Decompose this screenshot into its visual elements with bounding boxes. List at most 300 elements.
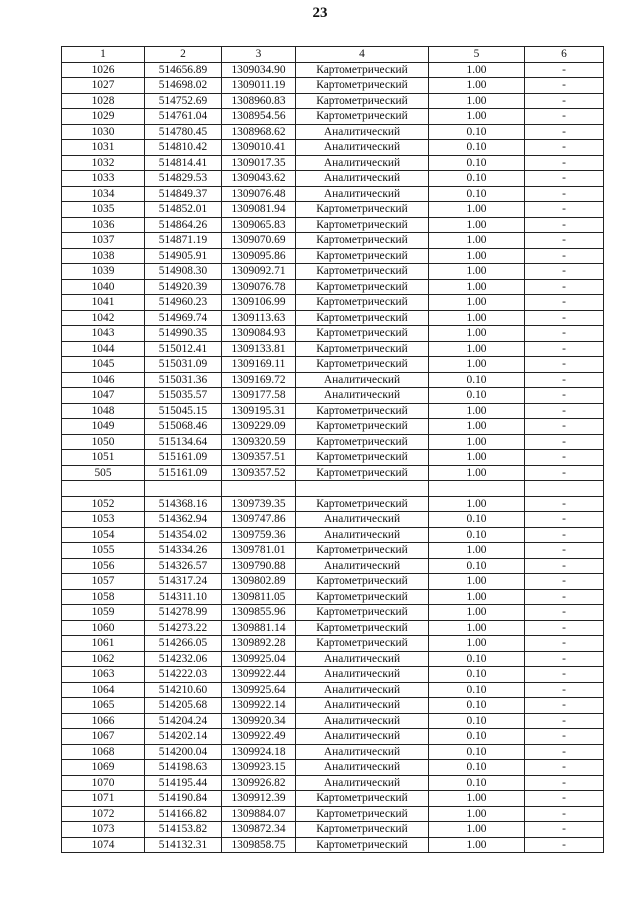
x-coordinate-cell: 514752.69	[145, 93, 222, 109]
note-cell: -	[525, 124, 604, 140]
note-cell	[525, 481, 604, 497]
method-cell: Аналитический	[296, 558, 429, 574]
note-cell: -	[525, 512, 604, 528]
table-row	[62, 403, 604, 419]
accuracy-cell: 1.00	[429, 264, 525, 280]
table-row	[62, 760, 604, 776]
method-cell: Аналитический	[296, 760, 429, 776]
x-coordinate-cell: 514905.91	[145, 248, 222, 264]
accuracy-cell: 1.00	[429, 450, 525, 466]
y-coordinate-cell: 1309113.63	[222, 310, 296, 326]
table-row	[62, 279, 604, 295]
method-cell: Картометрический	[296, 496, 429, 512]
y-coordinate-cell: 1309925.64	[222, 682, 296, 698]
note-cell: -	[525, 574, 604, 590]
accuracy-cell: 1.00	[429, 620, 525, 636]
point-number-cell: 1069	[62, 760, 145, 776]
accuracy-cell: 0.10	[429, 388, 525, 404]
table-row	[62, 527, 604, 543]
x-coordinate-cell: 514326.57	[145, 558, 222, 574]
point-number-cell: 1071	[62, 791, 145, 807]
note-cell: -	[525, 496, 604, 512]
y-coordinate-cell: 1309811.05	[222, 589, 296, 605]
y-coordinate-cell: 1309739.35	[222, 496, 296, 512]
x-coordinate-cell: 514278.99	[145, 605, 222, 621]
point-number-cell: 1061	[62, 636, 145, 652]
accuracy-cell: 1.00	[429, 605, 525, 621]
x-coordinate-cell: 514222.03	[145, 667, 222, 683]
x-coordinate-cell: 514132.31	[145, 837, 222, 853]
table-row	[62, 605, 604, 621]
point-number-cell: 1049	[62, 419, 145, 435]
x-coordinate-cell: 514780.45	[145, 124, 222, 140]
x-coordinate-cell: 514166.82	[145, 806, 222, 822]
method-cell: Аналитический	[296, 713, 429, 729]
note-cell: -	[525, 667, 604, 683]
note-cell: -	[525, 372, 604, 388]
note-cell: -	[525, 93, 604, 109]
table-row	[62, 388, 604, 404]
x-coordinate-cell: 514205.68	[145, 698, 222, 714]
method-cell: Аналитический	[296, 729, 429, 745]
x-coordinate-cell: 515068.46	[145, 419, 222, 435]
y-coordinate-cell: 1309095.86	[222, 248, 296, 264]
method-cell: Картометрический	[296, 310, 429, 326]
y-coordinate-cell: 1309320.59	[222, 434, 296, 450]
method-cell: Картометрический	[296, 248, 429, 264]
x-coordinate-cell: 514273.22	[145, 620, 222, 636]
accuracy-cell: 0.10	[429, 512, 525, 528]
point-number-cell: 1030	[62, 124, 145, 140]
x-coordinate-cell: 514200.04	[145, 744, 222, 760]
accuracy-cell: 1.00	[429, 93, 525, 109]
note-cell: -	[525, 465, 604, 481]
note-cell: -	[525, 620, 604, 636]
note-cell: -	[525, 837, 604, 853]
point-number-cell: 1038	[62, 248, 145, 264]
y-coordinate-cell: 1309926.82	[222, 775, 296, 791]
table-row	[62, 636, 604, 652]
table-row	[62, 326, 604, 342]
y-coordinate-cell: 1309011.19	[222, 78, 296, 94]
y-coordinate-cell: 1309922.49	[222, 729, 296, 745]
point-number-cell: 1035	[62, 202, 145, 218]
accuracy-cell: 1.00	[429, 326, 525, 342]
note-cell: -	[525, 295, 604, 311]
note-cell: -	[525, 589, 604, 605]
table-row	[62, 186, 604, 202]
y-coordinate-cell: 1309858.75	[222, 837, 296, 853]
table-row	[62, 202, 604, 218]
note-cell: -	[525, 326, 604, 342]
method-cell: Картометрический	[296, 620, 429, 636]
note-cell: -	[525, 729, 604, 745]
note-cell: -	[525, 744, 604, 760]
method-cell: Аналитический	[296, 682, 429, 698]
x-coordinate-cell: 515045.15	[145, 403, 222, 419]
note-cell: -	[525, 419, 604, 435]
table-row	[62, 744, 604, 760]
point-number-cell: 1028	[62, 93, 145, 109]
coordinates-table	[61, 46, 604, 853]
table-row	[62, 233, 604, 249]
table-row	[62, 434, 604, 450]
table-row	[62, 465, 604, 481]
point-number-cell: 1052	[62, 496, 145, 512]
x-coordinate-cell: 514698.02	[145, 78, 222, 94]
method-cell: Картометрический	[296, 589, 429, 605]
method-cell: Аналитический	[296, 651, 429, 667]
x-coordinate-cell: 514960.23	[145, 295, 222, 311]
point-number-cell: 1070	[62, 775, 145, 791]
header-row	[62, 47, 604, 63]
y-coordinate-cell: 1309034.90	[222, 62, 296, 78]
method-cell: Картометрический	[296, 450, 429, 466]
point-number-cell: 1042	[62, 310, 145, 326]
table-row	[62, 62, 604, 78]
y-coordinate-cell: 1309076.78	[222, 279, 296, 295]
method-cell: Картометрический	[296, 341, 429, 357]
table-body	[62, 62, 604, 853]
y-coordinate-cell: 1309081.94	[222, 202, 296, 218]
accuracy-cell	[429, 481, 525, 497]
point-number-cell: 1031	[62, 140, 145, 156]
method-cell: Аналитический	[296, 512, 429, 528]
accuracy-cell: 1.00	[429, 62, 525, 78]
accuracy-cell: 1.00	[429, 419, 525, 435]
method-cell: Картометрический	[296, 357, 429, 373]
y-coordinate-cell: 1309925.04	[222, 651, 296, 667]
point-number-cell: 505	[62, 465, 145, 481]
point-number-cell: 1051	[62, 450, 145, 466]
x-coordinate-cell: 514656.89	[145, 62, 222, 78]
method-cell: Аналитический	[296, 388, 429, 404]
y-coordinate-cell: 1309922.14	[222, 698, 296, 714]
table-row	[62, 822, 604, 838]
y-coordinate-cell: 1308960.83	[222, 93, 296, 109]
accuracy-cell: 1.00	[429, 465, 525, 481]
table-row	[62, 341, 604, 357]
accuracy-cell: 1.00	[429, 310, 525, 326]
note-cell: -	[525, 713, 604, 729]
method-cell: Картометрический	[296, 837, 429, 853]
note-cell: -	[525, 78, 604, 94]
method-cell: Аналитический	[296, 186, 429, 202]
method-cell: Картометрический	[296, 434, 429, 450]
accuracy-cell: 0.10	[429, 558, 525, 574]
accuracy-cell: 1.00	[429, 543, 525, 559]
accuracy-cell: 1.00	[429, 109, 525, 125]
method-cell: Картометрический	[296, 822, 429, 838]
method-cell: Картометрический	[296, 279, 429, 295]
point-number-cell: 1044	[62, 341, 145, 357]
method-cell: Аналитический	[296, 527, 429, 543]
accuracy-cell: 0.10	[429, 124, 525, 140]
point-number-cell: 1053	[62, 512, 145, 528]
method-cell: Картометрический	[296, 543, 429, 559]
y-coordinate-cell: 1309065.83	[222, 217, 296, 233]
note-cell: -	[525, 248, 604, 264]
y-coordinate-cell: 1309076.48	[222, 186, 296, 202]
accuracy-cell: 1.00	[429, 202, 525, 218]
point-number-cell: 1041	[62, 295, 145, 311]
x-coordinate-cell: 514317.24	[145, 574, 222, 590]
table-row	[62, 651, 604, 667]
method-cell: Картометрический	[296, 202, 429, 218]
x-coordinate-cell: 514210.60	[145, 682, 222, 698]
point-number-cell: 1067	[62, 729, 145, 745]
y-coordinate-cell: 1309195.31	[222, 403, 296, 419]
y-coordinate-cell: 1308954.56	[222, 109, 296, 125]
table-row	[62, 264, 604, 280]
y-coordinate-cell: 1309922.44	[222, 667, 296, 683]
x-coordinate-cell	[145, 481, 222, 497]
y-coordinate-cell: 1309070.69	[222, 233, 296, 249]
accuracy-cell: 1.00	[429, 822, 525, 838]
x-coordinate-cell: 515035.57	[145, 388, 222, 404]
point-number-cell: 1045	[62, 357, 145, 373]
table-row	[62, 171, 604, 187]
x-coordinate-cell: 515161.09	[145, 465, 222, 481]
note-cell: -	[525, 171, 604, 187]
point-number-cell: 1033	[62, 171, 145, 187]
y-coordinate-cell: 1309177.58	[222, 388, 296, 404]
method-cell: Аналитический	[296, 372, 429, 388]
y-coordinate-cell: 1309790.88	[222, 558, 296, 574]
method-cell: Картометрический	[296, 62, 429, 78]
x-coordinate-cell: 514810.42	[145, 140, 222, 156]
point-number-cell: 1047	[62, 388, 145, 404]
y-coordinate-cell: 1309357.52	[222, 465, 296, 481]
y-coordinate-cell: 1309010.41	[222, 140, 296, 156]
accuracy-cell: 1.00	[429, 636, 525, 652]
x-coordinate-cell: 514311.10	[145, 589, 222, 605]
accuracy-cell: 1.00	[429, 837, 525, 853]
table-row	[62, 109, 604, 125]
x-coordinate-cell: 515134.64	[145, 434, 222, 450]
point-number-cell: 1039	[62, 264, 145, 280]
point-number-cell: 1026	[62, 62, 145, 78]
y-coordinate-cell: 1309043.62	[222, 171, 296, 187]
y-coordinate-cell: 1309747.86	[222, 512, 296, 528]
note-cell: -	[525, 775, 604, 791]
method-cell: Картометрический	[296, 636, 429, 652]
accuracy-cell: 0.10	[429, 775, 525, 791]
point-number-cell: 1040	[62, 279, 145, 295]
table-row	[62, 217, 604, 233]
point-number-cell: 1037	[62, 233, 145, 249]
table-row	[62, 357, 604, 373]
x-coordinate-cell: 514190.84	[145, 791, 222, 807]
point-number-cell: 1034	[62, 186, 145, 202]
point-number-cell: 1063	[62, 667, 145, 683]
accuracy-cell: 0.10	[429, 527, 525, 543]
y-coordinate-cell: 1309169.72	[222, 372, 296, 388]
table-row	[62, 698, 604, 714]
note-cell: -	[525, 62, 604, 78]
note-cell: -	[525, 651, 604, 667]
y-coordinate-cell: 1309017.35	[222, 155, 296, 171]
table-row	[62, 775, 604, 791]
table-row	[62, 248, 604, 264]
accuracy-cell: 1.00	[429, 217, 525, 233]
accuracy-cell: 1.00	[429, 589, 525, 605]
table-row	[62, 140, 604, 156]
point-number-cell: 1058	[62, 589, 145, 605]
method-cell: Картометрический	[296, 217, 429, 233]
accuracy-cell: 0.10	[429, 140, 525, 156]
y-coordinate-cell: 1309106.99	[222, 295, 296, 311]
note-cell: -	[525, 109, 604, 125]
x-coordinate-cell: 514990.35	[145, 326, 222, 342]
accuracy-cell: 0.10	[429, 760, 525, 776]
method-cell: Картометрический	[296, 419, 429, 435]
y-coordinate-cell: 1309912.39	[222, 791, 296, 807]
note-cell: -	[525, 605, 604, 621]
y-coordinate-cell: 1309229.09	[222, 419, 296, 435]
column-header: 2	[145, 47, 222, 63]
accuracy-cell: 1.00	[429, 806, 525, 822]
accuracy-cell: 1.00	[429, 341, 525, 357]
note-cell: -	[525, 233, 604, 249]
x-coordinate-cell: 514334.26	[145, 543, 222, 559]
point-number-cell: 1066	[62, 713, 145, 729]
column-header: 4	[296, 47, 429, 63]
point-number-cell: 1057	[62, 574, 145, 590]
accuracy-cell: 1.00	[429, 403, 525, 419]
point-number-cell: 1036	[62, 217, 145, 233]
method-cell: Аналитический	[296, 744, 429, 760]
point-number-cell: 1072	[62, 806, 145, 822]
y-coordinate-cell: 1309133.81	[222, 341, 296, 357]
method-cell: Аналитический	[296, 667, 429, 683]
point-number-cell: 1027	[62, 78, 145, 94]
y-coordinate-cell: 1309802.89	[222, 574, 296, 590]
x-coordinate-cell: 515031.09	[145, 357, 222, 373]
note-cell: -	[525, 310, 604, 326]
accuracy-cell: 0.10	[429, 682, 525, 698]
method-cell: Картометрический	[296, 78, 429, 94]
table-row	[62, 574, 604, 590]
x-coordinate-cell: 514204.24	[145, 713, 222, 729]
accuracy-cell: 1.00	[429, 295, 525, 311]
point-number-cell: 1029	[62, 109, 145, 125]
point-number-cell: 1054	[62, 527, 145, 543]
x-coordinate-cell: 514153.82	[145, 822, 222, 838]
point-number-cell: 1048	[62, 403, 145, 419]
x-coordinate-cell: 514368.16	[145, 496, 222, 512]
method-cell: Картометрический	[296, 465, 429, 481]
note-cell: -	[525, 543, 604, 559]
table-row	[62, 806, 604, 822]
note-cell: -	[525, 357, 604, 373]
note-cell: -	[525, 760, 604, 776]
note-cell: -	[525, 636, 604, 652]
method-cell: Картометрический	[296, 109, 429, 125]
table-row	[62, 713, 604, 729]
note-cell: -	[525, 388, 604, 404]
table-row	[62, 589, 604, 605]
table-row	[62, 450, 604, 466]
table-row	[62, 372, 604, 388]
point-number-cell: 1065	[62, 698, 145, 714]
note-cell: -	[525, 806, 604, 822]
column-header: 6	[525, 47, 604, 63]
note-cell: -	[525, 791, 604, 807]
method-cell: Картометрический	[296, 93, 429, 109]
method-cell: Аналитический	[296, 171, 429, 187]
y-coordinate-cell: 1309092.71	[222, 264, 296, 280]
y-coordinate-cell: 1309884.07	[222, 806, 296, 822]
point-number-cell: 1046	[62, 372, 145, 388]
accuracy-cell: 1.00	[429, 248, 525, 264]
table-row	[62, 310, 604, 326]
accuracy-cell: 0.10	[429, 372, 525, 388]
accuracy-cell: 0.10	[429, 186, 525, 202]
x-coordinate-cell: 514202.14	[145, 729, 222, 745]
note-cell: -	[525, 403, 604, 419]
method-cell: Картометрический	[296, 403, 429, 419]
y-coordinate-cell: 1309924.18	[222, 744, 296, 760]
table-row	[62, 667, 604, 683]
table-row	[62, 543, 604, 559]
table-row	[62, 481, 604, 497]
point-number-cell: 1043	[62, 326, 145, 342]
table-row	[62, 124, 604, 140]
table-row	[62, 837, 604, 853]
y-coordinate-cell: 1309759.36	[222, 527, 296, 543]
x-coordinate-cell: 514362.94	[145, 512, 222, 528]
y-coordinate-cell: 1309855.96	[222, 605, 296, 621]
x-coordinate-cell: 514761.04	[145, 109, 222, 125]
note-cell: -	[525, 822, 604, 838]
accuracy-cell: 0.10	[429, 729, 525, 745]
table-row	[62, 729, 604, 745]
y-coordinate-cell: 1309781.01	[222, 543, 296, 559]
method-cell: Аналитический	[296, 140, 429, 156]
method-cell: Картометрический	[296, 326, 429, 342]
y-coordinate-cell: 1309169.11	[222, 357, 296, 373]
point-number-cell: 1055	[62, 543, 145, 559]
column-header: 5	[429, 47, 525, 63]
note-cell: -	[525, 279, 604, 295]
point-number-cell: 1068	[62, 744, 145, 760]
method-cell: Картометрический	[296, 295, 429, 311]
method-cell: Картометрический	[296, 806, 429, 822]
note-cell: -	[525, 558, 604, 574]
method-cell: Аналитический	[296, 698, 429, 714]
note-cell: -	[525, 186, 604, 202]
x-coordinate-cell: 514920.39	[145, 279, 222, 295]
column-header: 1	[62, 47, 145, 63]
method-cell: Аналитический	[296, 124, 429, 140]
table-row	[62, 620, 604, 636]
table-row	[62, 682, 604, 698]
note-cell: -	[525, 202, 604, 218]
x-coordinate-cell: 514198.63	[145, 760, 222, 776]
note-cell: -	[525, 217, 604, 233]
table-row	[62, 558, 604, 574]
table-row	[62, 155, 604, 171]
column-header: 3	[222, 47, 296, 63]
y-coordinate-cell: 1309084.93	[222, 326, 296, 342]
accuracy-cell: 1.00	[429, 496, 525, 512]
y-coordinate-cell: 1308968.62	[222, 124, 296, 140]
x-coordinate-cell: 514266.05	[145, 636, 222, 652]
accuracy-cell: 0.10	[429, 155, 525, 171]
note-cell: -	[525, 264, 604, 280]
accuracy-cell: 0.10	[429, 171, 525, 187]
